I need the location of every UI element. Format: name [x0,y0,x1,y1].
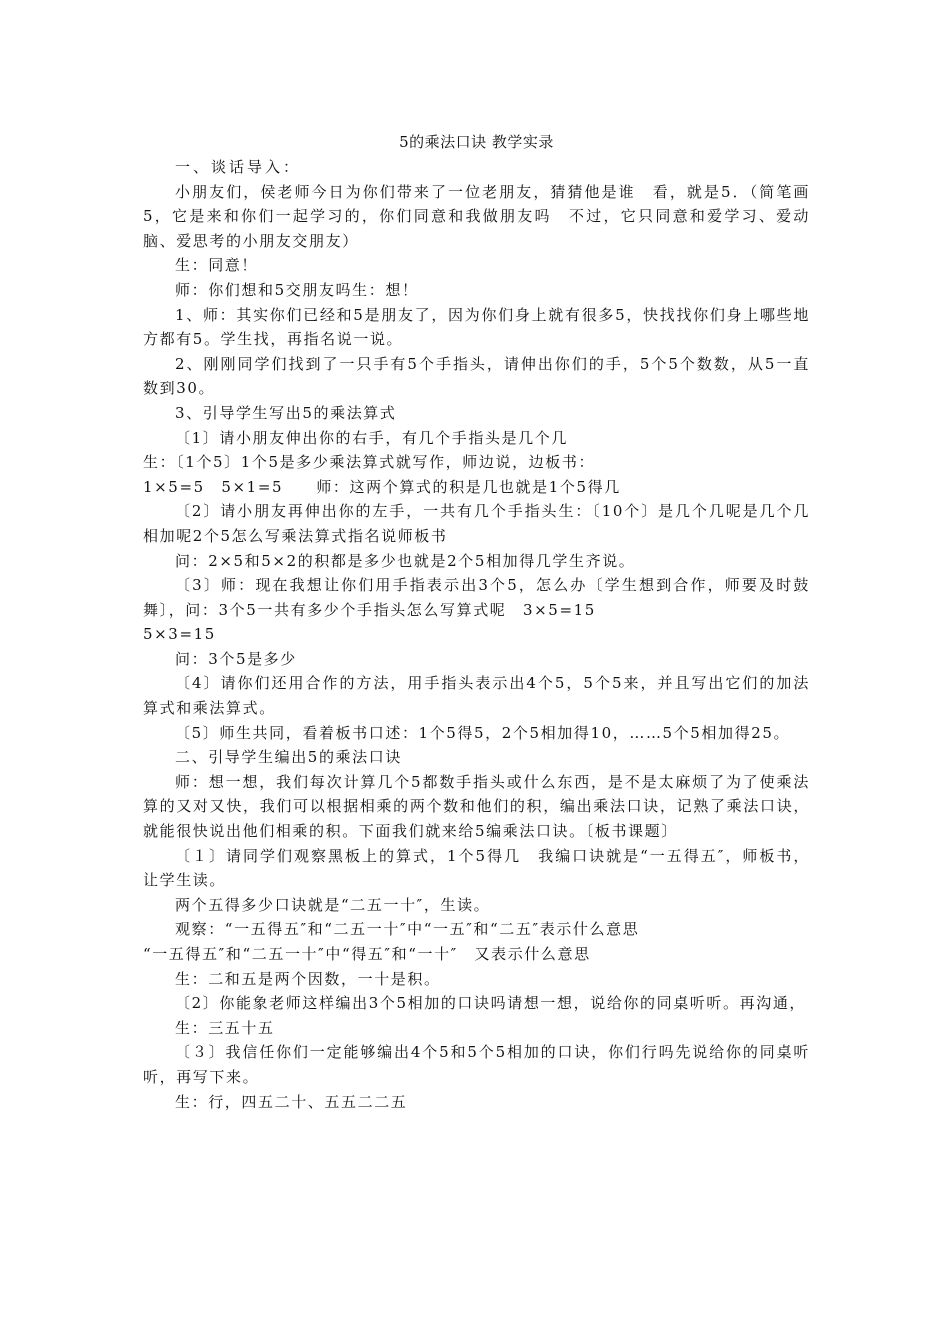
paragraph: 问：3个5是多少 [175,649,297,668]
paragraph: 〔３〕我信任你们一定能够编出4个5和5个5相加的口诀，你们行吗先说给你的同桌听听，再写下来。 [143,1043,810,1086]
paragraph: 生：〔1个5〕1个5是多少乘法算式就写作，师边说，边板书： [143,453,596,472]
paragraph: 〔2〕你能象老师这样编出3个5相加的口诀吗请想一想，说给你的同桌听听。再沟通， [175,994,807,1013]
paragraph: 小朋友们，侯老师今日为你们带来了一位老朋友，猜猜他是谁 看，就是5．（简笔画5，它是来和你们一起学习的，你们同意和我做朋友吗 不过，它只同意和爱学习、爱动脑、爱思考的小朋友交朋友） [143,182,810,250]
paragraph: 5×3=15 [143,625,216,644]
paragraph: 1×5=5 5×1=5 师：这两个算式的积是几也就是1个5得几 [143,477,621,496]
paragraph: 师：想一想，我们每次计算几个5都数手指头或什么东西，是不是太麻烦了为了使乘法算的又对又快，我们可以根据相乘的两个数和他们的积，编出乘法口诀，记熟了乘法口诀，就能很快说出他们相乘的积。下面我们就来给5编乘法口诀。〔板书课题〕 [143,772,810,841]
document-title: 5的乘法口诀 教学实录 [399,133,554,151]
paragraph: 两个五得多少口诀就是“二五一十″，生读。 [175,895,491,914]
paragraph: 〔１〕请同学们观察黑板上的算式，1个5得几 我编口诀就是“一五得五″，师板书，让学生读。 [143,846,810,890]
paragraph: 生：同意！ [175,256,259,275]
paragraph: 2、刚刚同学们找到了一只手有5个手指头，请伸出你们的手，5个5个数数，从5一直数到30。 [143,354,810,398]
paragraph: 〔4〕请你们还用合作的方法，用手指头表示出4个5，5个5来，并且写出它们的加法算式和乘法算式。 [143,674,810,718]
paragraph: 〔2〕请小朋友再伸出你的左手，一共有几个手指头生：〔10个〕是几个几呢是几个几相加呢2个5怎么写乘法算式指名说师板书 [143,502,810,545]
paragraph: 生：行，四五二十、五五二二五 [175,1092,408,1111]
paragraph: 生：二和五是两个因数，一十是积。 [175,969,441,988]
paragraph: “一五得五″和“二五一十″中“得五″和“一十″ 又表示什么意思 [143,945,591,963]
paragraph: 问：2×5和5×2的积都是多少也就是2个5相加得几学生齐说。 [175,551,636,570]
paragraph: 生：三五十五 [175,1018,275,1037]
paragraph: 〔1〕请小朋友伸出你的右手，有几个手指头是几个几 [175,428,568,447]
paragraph: 〔5〕师生共同，看着板书口述：1个5得5，2个5相加得10，……5个5相加得25。 [175,723,791,742]
paragraph: 观察：“一五得五″和“二五一十″中“一五″和“二五″表示什么意思 [175,920,640,939]
paragraph: 3、引导学生写出5的乘法算式 [175,403,397,422]
paragraph: 二、引导学生编出5的乘法口诀 [175,748,402,767]
paragraph: 一、谈话导入： [175,158,302,176]
paragraph: 〔3〕师：现在我想让你们用手指表示出3个5，怎么办〔学生想到合作，师要及时鼓舞〕，问：3个5一共有多少个手指头怎么写算式呢 3×5=15 [143,576,810,619]
paragraph: 师：你们想和5交朋友吗生：想！ [175,280,419,299]
paragraph: 1、师：其实你们已经和5是朋友了，因为你们身上就有很多5，快找找你们身上哪些地方都有5。学生找，再指名说一说。 [143,305,810,349]
